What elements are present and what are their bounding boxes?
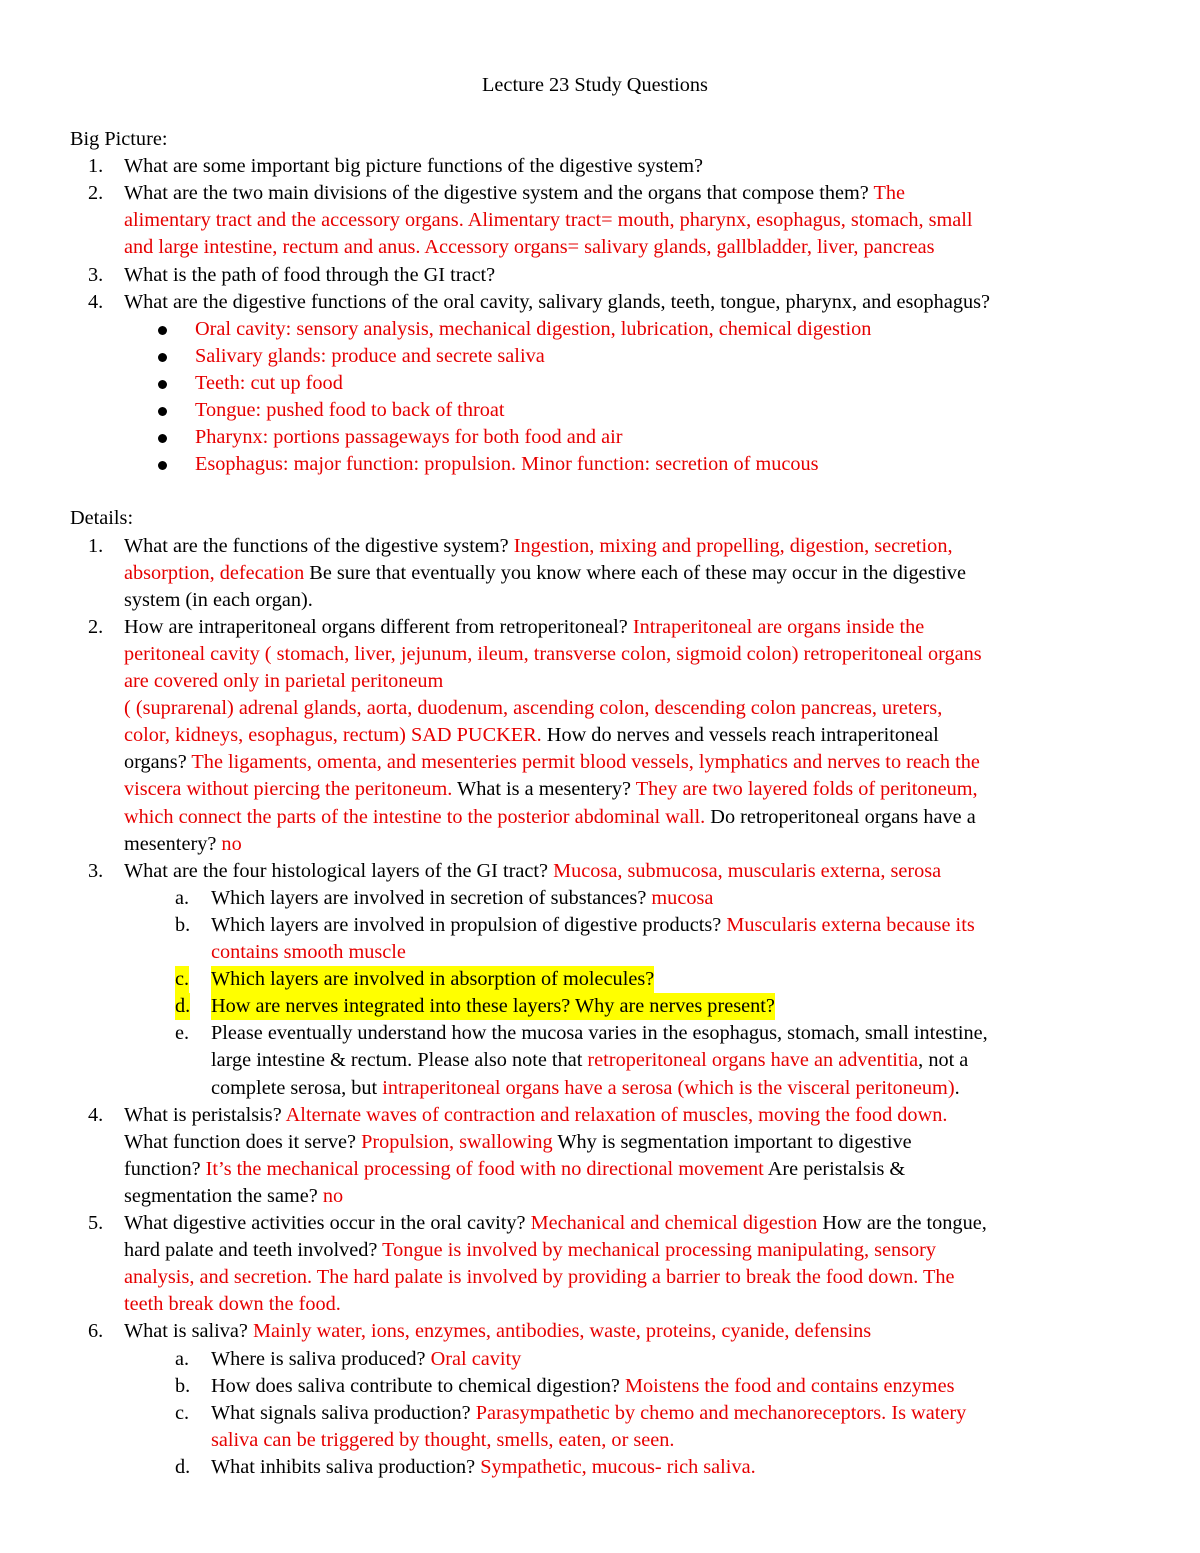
- sub-letter: d.: [175, 1455, 191, 1478]
- question-text: segmentation the same?: [124, 1184, 323, 1207]
- answer-text: ( (suprarenal) adrenal glands, aorta, duodenum, ascending colon, descending colon pancreas, ureters,: [124, 697, 943, 720]
- text-line: [124, 831, 242, 858]
- item-number: 2.: [88, 615, 104, 638]
- sub-letter: b.: [175, 1374, 191, 1397]
- text-line: [124, 804, 976, 831]
- item-number: 4.: [88, 1103, 104, 1126]
- item-number: 5.: [88, 1212, 104, 1234]
- answer-text: retroperitoneal organs have an adventitia: [587, 1049, 919, 1072]
- text-line: [124, 1318, 871, 1345]
- text-line: [124, 533, 953, 560]
- text-line: [124, 1210, 987, 1237]
- text-line: [124, 749, 980, 776]
- text-line: [211, 1047, 968, 1074]
- question-text: How are nerves integrated into these layers? Why are nerves present?: [211, 995, 775, 1018]
- sub-letter: a.: [175, 886, 190, 909]
- text-line: [124, 668, 443, 695]
- text-line: [124, 1183, 343, 1210]
- bullet-answer: Esophagus: major function: propulsion. Minor function: secretion of mucous: [195, 453, 819, 476]
- question-text: Which layers are involved in absorption of molecules?: [211, 968, 655, 991]
- answer-text: Tongue is involved by mechanical processing manipulating, sensory: [382, 1239, 937, 1262]
- answer-text: Moistens the food and contains enzymes: [624, 1374, 955, 1397]
- sub-letter: c.: [175, 966, 189, 993]
- question-text: Why is segmentation important to digestive: [552, 1130, 912, 1153]
- bullet-answer: Pharynx: portions passageways for both food and air: [195, 426, 623, 449]
- question-text: function?: [124, 1157, 206, 1180]
- bullet-answer: Teeth: cut up food: [195, 371, 343, 394]
- question-text: Are peristalsis &: [763, 1157, 906, 1180]
- question-text: What signals saliva production?: [211, 1401, 476, 1424]
- section-heading: Big Picture:: [70, 128, 168, 150]
- question-text: How are the tongue,: [817, 1212, 987, 1234]
- document-title: Lecture 23 Study Questions: [482, 74, 708, 96]
- answer-text: The: [873, 182, 906, 205]
- text-line: [211, 939, 406, 966]
- answer-text: Mucosa, submucosa, muscularis externa, serosa: [553, 859, 942, 882]
- text-line: [124, 641, 982, 668]
- sub-letter: b.: [175, 913, 191, 936]
- answer-text: intraperitoneal organs have a serosa (which is the visceral peritoneum): [382, 1076, 955, 1099]
- sub-letter: d.: [175, 993, 190, 1020]
- text-line: [124, 1291, 341, 1318]
- sub-letter: e.: [175, 1022, 190, 1045]
- text-line: [124, 560, 966, 587]
- question-text: What digestive activities occur in the oral cavity?: [124, 1212, 531, 1234]
- question-text: Be sure that eventually you know where each of these may occur in the digestive: [304, 561, 966, 584]
- question-text: organs?: [124, 751, 192, 774]
- question-text: What are the four histological layers of the GI tract?: [124, 859, 554, 882]
- item-number: 1.: [88, 534, 104, 557]
- item-number: 2.: [88, 182, 104, 205]
- question-text: What function does it serve?: [124, 1130, 362, 1153]
- text-line: [211, 885, 713, 912]
- answer-text: which connect the parts of the intestine to the posterior abdominal wall.: [124, 805, 706, 828]
- answer-text: teeth break down the food.: [124, 1293, 341, 1316]
- section-heading: Details:: [70, 507, 134, 530]
- text-line: [124, 234, 934, 261]
- text-line: [124, 695, 942, 722]
- text-line: [211, 1020, 988, 1047]
- question-text: complete serosa, but: [211, 1076, 383, 1099]
- bullet-answer: Salivary glands: produce and secrete saliva: [195, 344, 545, 367]
- text-line: [211, 993, 775, 1020]
- sub-letter: c.: [175, 1401, 190, 1424]
- answer-text: contains smooth muscle: [211, 941, 406, 963]
- answer-text: no: [322, 1184, 344, 1207]
- answer-text: saliva can be triggered by thought, smells, eaten, or seen.: [211, 1428, 675, 1451]
- text-line: [124, 1129, 912, 1156]
- bullet-icon: [158, 353, 167, 362]
- answer-text: Mechanical and chemical digestion: [530, 1212, 818, 1234]
- item-number: 4.: [88, 290, 104, 313]
- answer-text: Ingestion, mixing and propelling, digestion, secretion,: [513, 534, 953, 557]
- bullet-icon: [158, 461, 167, 470]
- answer-text: no: [221, 832, 242, 855]
- question-text: What is a mesentery?: [452, 778, 636, 801]
- question-text: What is saliva?: [124, 1320, 253, 1343]
- answer-text: Intraperitoneal are organs inside the: [632, 615, 925, 638]
- question-text: What are the two main divisions of the digestive system and the organs that compose them?: [124, 182, 874, 205]
- answer-text: Mainly water, ions, enzymes, antibodies, waste, proteins, cyanide, defensins: [252, 1320, 872, 1343]
- bullet-answer: Oral cavity: sensory analysis, mechanical digestion, lubrication, chemical digestion: [195, 317, 872, 340]
- answer-text: The ligaments, omenta, and mesenteries permit blood vessels, lymphatics and nerves to reach the: [191, 751, 980, 774]
- question-text: , not a: [918, 1049, 969, 1072]
- text-line: [124, 1156, 905, 1183]
- answer-text: peritoneal cavity ( stomach, liver, jejunum, ileum, transverse colon, sigmoid colon) retroperitoneal organs: [124, 642, 982, 665]
- question-text: system (in each organ).: [124, 588, 313, 611]
- bullet-answer: Tongue: pushed food to back of throat: [195, 399, 505, 421]
- text-line: [124, 289, 990, 316]
- sub-letter: a.: [175, 1347, 190, 1370]
- question-text: What is the path of food through the GI tract?: [124, 263, 496, 286]
- answer-text: mucosa: [651, 886, 714, 909]
- question-text: What are the digestive functions of the oral cavity, salivary glands, teeth, tongue, pharynx, and esophagus?: [124, 290, 991, 313]
- item-number: 3.: [88, 859, 104, 882]
- question-text: Do retroperitoneal organs have a: [705, 805, 976, 828]
- text-line: [124, 587, 313, 614]
- answer-text: Parasympathetic by chemo and mechanoreceptors. Is watery: [475, 1401, 967, 1424]
- answer-text: They are two layered folds of peritoneum,: [635, 778, 978, 801]
- text-line: [211, 1346, 521, 1373]
- answer-text: Sympathetic, mucous- rich saliva.: [480, 1455, 756, 1478]
- text-line: [211, 912, 975, 939]
- text-line: [124, 776, 978, 803]
- question-text: Which layers are involved in propulsion of digestive products?: [211, 913, 727, 936]
- question-text: What inhibits saliva production?: [211, 1455, 481, 1478]
- question-text: hard palate and teeth involved?: [124, 1239, 383, 1262]
- text-line: [124, 153, 703, 180]
- item-number: 3.: [88, 263, 104, 286]
- question-text: What are some important big picture functions of the digestive system?: [124, 155, 703, 178]
- answer-text: color, kidneys, esophagus, rectum) SAD PUCKER.: [124, 724, 542, 747]
- bullet-icon: [158, 407, 167, 416]
- answer-text: Alternate waves of contraction and relaxation of muscles, moving the food down.: [285, 1103, 948, 1126]
- bullet-icon: [158, 380, 167, 389]
- question-text: How does saliva contribute to chemical digestion?: [211, 1374, 625, 1397]
- text-line: [124, 1102, 947, 1129]
- text-line: [124, 858, 941, 885]
- text-line: [124, 262, 495, 289]
- answer-text: Muscularis externa because its: [726, 913, 975, 936]
- question-text: mesentery?: [124, 832, 222, 855]
- question-text: Which layers are involved in secretion of substances?: [211, 886, 652, 909]
- question-text: How are intraperitoneal organs different from retroperitoneal?: [124, 615, 633, 638]
- answer-text: absorption, defecation: [124, 561, 305, 584]
- answer-text: and large intestine, rectum and anus. Accessory organs= salivary glands, gallbladder, liver, pancreas: [124, 236, 935, 259]
- question-text: large intestine & rectum. Please also note that: [211, 1049, 588, 1072]
- answer-text: alimentary tract and the accessory organs. Alimentary tract= mouth, pharynx, esophagus, stomach, small: [124, 209, 973, 232]
- answer-text: It’s the mechanical processing of food with no directional movement: [205, 1157, 764, 1180]
- text-line: [124, 614, 924, 641]
- text-line: [211, 1373, 954, 1400]
- item-number: 6.: [88, 1320, 104, 1343]
- answer-text: are covered only in parietal peritoneum: [124, 670, 444, 692]
- question-text: What is peristalsis?: [124, 1103, 286, 1126]
- answer-text: Propulsion, swallowing: [361, 1130, 553, 1153]
- item-number: 1.: [88, 155, 104, 178]
- text-line: [211, 1427, 675, 1454]
- answer-text: viscera without piercing the peritoneum.: [124, 778, 453, 801]
- text-line: [124, 1264, 955, 1291]
- question-text: Where is saliva produced?: [211, 1347, 431, 1370]
- answer-text: analysis, and secretion. The hard palate is involved by providing a barrier to break the food down. The: [124, 1266, 955, 1289]
- text-line: [211, 1454, 756, 1481]
- text-line: [124, 722, 939, 749]
- question-text: .: [954, 1076, 960, 1099]
- question-text: How do nerves and vessels reach intraperitoneal: [541, 724, 939, 747]
- text-line: [211, 966, 654, 993]
- text-line: [211, 1400, 966, 1427]
- text-line: [211, 1075, 960, 1102]
- answer-text: Oral cavity: [430, 1347, 522, 1370]
- bullet-icon: [158, 326, 167, 335]
- bullet-icon: [158, 434, 167, 443]
- text-line: [124, 180, 905, 207]
- text-line: [124, 207, 973, 234]
- question-text: Please eventually understand how the mucosa varies in the esophagus, stomach, small intestine,: [211, 1022, 988, 1045]
- question-text: What are the functions of the digestive system?: [124, 534, 514, 557]
- text-line: [124, 1237, 936, 1264]
